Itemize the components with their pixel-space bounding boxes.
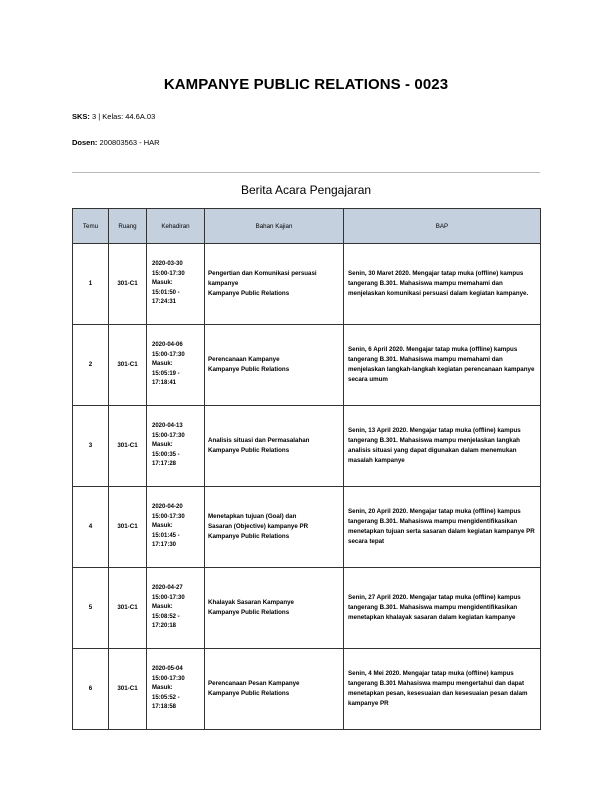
bap-table bbox=[72, 208, 541, 730]
cell-temu: 1 bbox=[73, 244, 109, 325]
table-row bbox=[73, 568, 541, 649]
kehadiran-line: 15:01:45 - bbox=[152, 532, 180, 539]
cell-kehadiran bbox=[147, 406, 205, 487]
sks-value: 3 | Kelas: 44.6A.03 bbox=[92, 112, 156, 121]
kehadiran-line: Masuk: bbox=[152, 442, 173, 449]
cell-bap: Senin, 30 Maret 2020. Mengajar tatap muka (offline) kampus tangerang B.301. Mahasiswa mampu memahami dan menjelaskan komunikasi persuasi dalam kegiatan kampanye. bbox=[344, 244, 541, 325]
kehadiran-line: Masuk: bbox=[152, 685, 173, 692]
cell-ruang: 301-C1 bbox=[109, 244, 147, 325]
bahan-line: kampanye bbox=[208, 280, 239, 287]
cell-bahan-kajian bbox=[205, 649, 344, 730]
bahan-line: Menetapkan tujuan (Goal) dan bbox=[208, 513, 297, 520]
cell-bahan-kajian bbox=[205, 325, 344, 406]
sks-kelas-line bbox=[72, 112, 155, 121]
bahan-line: Kampanye Public Relations bbox=[208, 447, 290, 454]
kehadiran-line: 17:18:58 bbox=[152, 704, 177, 711]
bahan-line: Kampanye Public Relations bbox=[208, 609, 290, 616]
kehadiran-line: 2020-05-04 bbox=[152, 666, 183, 673]
kehadiran-line: 15:00-17:30 bbox=[152, 594, 185, 601]
cell-bap: Senin, 20 April 2020. Mengajar tatap muka (offline) kampus tangerang B.301. Mahasiswa mampu mengidentifikasikan menetapkan tujuan serta sasaran dalam kegiatan kampanye PR secara tepat bbox=[344, 487, 541, 568]
header-ruang: Ruang bbox=[109, 209, 147, 244]
table-row bbox=[73, 487, 541, 568]
cell-kehadiran bbox=[147, 649, 205, 730]
kehadiran-line: 15:01:50 - bbox=[152, 289, 180, 296]
table-row bbox=[73, 325, 541, 406]
kehadiran-line: 17:17:30 bbox=[152, 542, 177, 549]
cell-bahan-kajian bbox=[205, 487, 344, 568]
cell-bap: Senin, 6 April 2020. Mengajar tatap muka (offline) kampus tangerang B.301. Mahasiswa mampu memahami dan menjelaskan langkah-langkah kegiatan perencanaan kampanye secara umum bbox=[344, 325, 541, 406]
dosen-value: 200803563 - HAR bbox=[99, 138, 160, 147]
cell-bap: Senin, 27 April 2020. Mengajar tatap muka (offline) kampus tangerang B.301. Mahasiswa mampu mengidentifikasikan menetapkan khalayak sasaran dalam kegiatan kampanye bbox=[344, 568, 541, 649]
header-kehadiran: Kehadiran bbox=[147, 209, 205, 244]
kehadiran-line: Masuk: bbox=[152, 361, 173, 368]
cell-temu: 6 bbox=[73, 649, 109, 730]
kehadiran-line: 17:20:18 bbox=[152, 623, 177, 630]
cell-bahan-kajian bbox=[205, 406, 344, 487]
cell-temu: 2 bbox=[73, 325, 109, 406]
page-title: KAMPANYE PUBLIC RELATIONS - 0023 bbox=[163, 76, 449, 93]
cell-bap: Senin, 13 April 2020. Mengajar tatap muka (offline) kampus tangerang B.301. Mahasiswa mampu menjelaskan langkah analisis situasi yang dapat digunakan dalam menemukan masalah kampanye bbox=[344, 406, 541, 487]
cell-kehadiran bbox=[147, 244, 205, 325]
kehadiran-line: 2020-04-20 bbox=[152, 504, 183, 511]
kehadiran-line: 17:17:28 bbox=[152, 461, 177, 468]
kehadiran-line: 2020-04-06 bbox=[152, 342, 183, 349]
cell-temu: 3 bbox=[73, 406, 109, 487]
bahan-line: Sasaran (Objective) kampanye PR bbox=[208, 523, 309, 530]
kehadiran-line: Masuk: bbox=[152, 604, 173, 611]
kehadiran-line: 15:00-17:30 bbox=[152, 270, 185, 277]
header-bap: BAP bbox=[344, 209, 541, 244]
kehadiran-line: 17:24:31 bbox=[152, 299, 177, 306]
section-title: Berita Acara Pengajaran bbox=[240, 183, 372, 197]
kehadiran-line: Masuk: bbox=[152, 523, 173, 530]
table-header-row bbox=[73, 209, 541, 244]
dosen-label: Dosen: bbox=[72, 138, 98, 147]
kehadiran-line: 15:00:35 - bbox=[152, 451, 180, 458]
kehadiran-line: 15:00-17:30 bbox=[152, 513, 185, 520]
cell-ruang: 301-C1 bbox=[109, 487, 147, 568]
kehadiran-line: 2020-04-13 bbox=[152, 423, 183, 430]
kehadiran-line: 15:08:52 - bbox=[152, 613, 180, 620]
kehadiran-line: 15:00-17:30 bbox=[152, 675, 185, 682]
bahan-line: Perencanaan Pesan Kampanye bbox=[208, 680, 300, 687]
cell-bahan-kajian bbox=[205, 568, 344, 649]
table-row bbox=[73, 406, 541, 487]
bahan-line: Kampanye Public Relations bbox=[208, 290, 290, 297]
cell-ruang: 301-C1 bbox=[109, 406, 147, 487]
cell-temu: 5 bbox=[73, 568, 109, 649]
sks-label: SKS: bbox=[72, 112, 90, 121]
header-temu: Temu bbox=[73, 209, 109, 244]
cell-kehadiran bbox=[147, 487, 205, 568]
cell-ruang: 301-C1 bbox=[109, 325, 147, 406]
kehadiran-line: 15:05:19 - bbox=[152, 370, 180, 377]
bahan-line: Kampanye Public Relations bbox=[208, 366, 290, 373]
kehadiran-line: 15:05:52 - bbox=[152, 694, 180, 701]
kehadiran-line: 15:00-17:30 bbox=[152, 351, 185, 358]
dosen-line bbox=[72, 138, 160, 147]
bahan-line: Kampanye Public Relations bbox=[208, 533, 290, 540]
kehadiran-line: 2020-04-27 bbox=[152, 585, 183, 592]
table-row bbox=[73, 244, 541, 325]
cell-kehadiran bbox=[147, 568, 205, 649]
cell-kehadiran bbox=[147, 325, 205, 406]
bahan-line: Kampanye Public Relations bbox=[208, 690, 290, 697]
table-row bbox=[73, 649, 541, 730]
bahan-line: Pengertian dan Komunikasi persuasi bbox=[208, 270, 317, 277]
kehadiran-line: Masuk: bbox=[152, 280, 173, 287]
bahan-line: Khalayak Sasaran Kampanye bbox=[208, 599, 294, 606]
cell-bap: Senin, 4 Mei 2020. Mengajar tatap muka (offline) kampus tangerang B.301 Mahasiswa mampu mengertahui dan dapat menetapkan pesan, kesesuaian dan kesesuaian pesan dalam kampanye PR bbox=[344, 649, 541, 730]
bahan-line: Perencanaan Kampanye bbox=[208, 356, 280, 363]
cell-ruang: 301-C1 bbox=[109, 568, 147, 649]
kehadiran-line: 2020-03-30 bbox=[152, 261, 183, 268]
cell-temu: 4 bbox=[73, 487, 109, 568]
kehadiran-line: 15:00-17:30 bbox=[152, 432, 185, 439]
bahan-line: Analisis situasi dan Permasalahan bbox=[208, 437, 310, 444]
cell-ruang: 301-C1 bbox=[109, 649, 147, 730]
cell-bahan-kajian bbox=[205, 244, 344, 325]
kehadiran-line: 17:18:41 bbox=[152, 380, 177, 387]
section-divider bbox=[72, 172, 540, 173]
header-bahan-kajian: Bahan Kajian bbox=[205, 209, 344, 244]
